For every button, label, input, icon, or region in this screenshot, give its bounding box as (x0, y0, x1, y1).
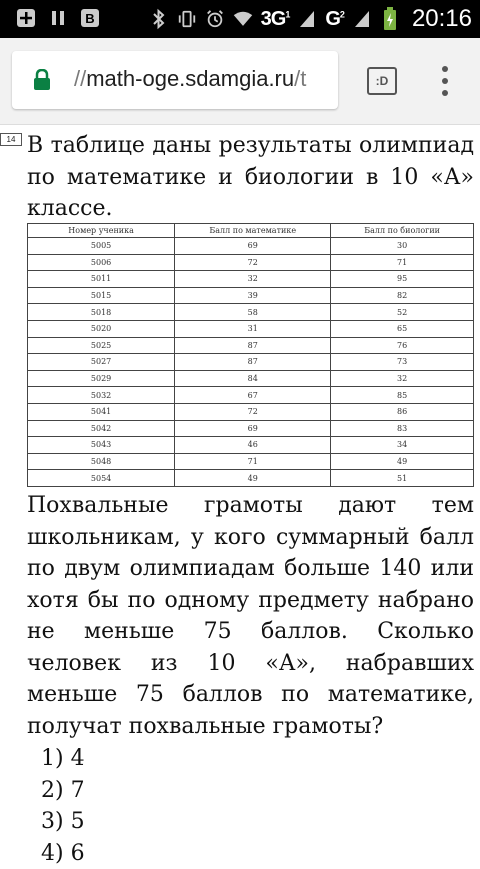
table-cell: 69 (175, 420, 331, 437)
table-cell: 31 (175, 320, 331, 337)
address-bar[interactable] (12, 51, 338, 109)
table-cell: 85 (331, 387, 474, 404)
table-row (28, 238, 474, 255)
signal-icon-1 (297, 9, 317, 29)
answer-options (41, 743, 85, 869)
answer-option: 1) 4 (41, 743, 85, 775)
svg-text:B: B (85, 11, 94, 26)
table-cell: 71 (175, 453, 331, 470)
table-row (28, 254, 474, 271)
network-type-2: $G^2$ (325, 8, 344, 31)
answer-option: 3) 5 (41, 806, 85, 838)
table-cell: 5015 (28, 287, 175, 304)
lock-icon (32, 69, 52, 91)
table-row (28, 320, 474, 337)
table-cell: 5005 (28, 238, 175, 255)
table-cell: 5029 (28, 370, 175, 387)
table-cell: 5025 (28, 337, 175, 354)
table-body (28, 238, 474, 487)
table-cell: 5020 (28, 320, 175, 337)
wifi-icon (233, 9, 253, 29)
table-row (28, 354, 474, 371)
table-cell: 83 (331, 420, 474, 437)
table-cell: 51 (331, 470, 474, 487)
table-cell: 32 (175, 271, 331, 288)
table-cell: 86 (331, 403, 474, 420)
table-row (28, 337, 474, 354)
table-row (28, 271, 474, 288)
add-notification-icon (16, 8, 36, 28)
table-cell: 5032 (28, 387, 175, 404)
table-cell: 39 (175, 287, 331, 304)
table-cell: 5041 (28, 403, 175, 420)
vibrate-icon (177, 9, 197, 29)
question-number: 14 (0, 133, 22, 146)
table-cell: 52 (331, 304, 474, 321)
table-cell: 49 (331, 453, 474, 470)
table-row (28, 370, 474, 387)
table-cell: 72 (175, 254, 331, 271)
table-row (28, 420, 474, 437)
answer-option: 4) 6 (41, 838, 85, 869)
network-type-1: $3G^1$ (261, 8, 290, 31)
table-cell: 5011 (28, 271, 175, 288)
table-cell: 73 (331, 354, 474, 371)
table-cell: 76 (331, 337, 474, 354)
table-row (28, 437, 474, 454)
table-cell: 30 (331, 238, 474, 255)
table-cell: 67 (175, 387, 331, 404)
url-text[interactable]: //math-oge.sdamgia.ru/t (74, 66, 306, 92)
question-text: Похвальные грамоты дают тем школьникам, у кого суммарный балл по двум олимпиадам больше 140 или хотя бы по одному предмету набрано не меньше 75 баллов. Сколько человек из 10 «А», набравших меньше 75 баллов по математике, получат похвальные грамоты? (27, 490, 474, 742)
table-cell: 72 (175, 403, 331, 420)
table-cell: 46 (175, 437, 331, 454)
overflow-menu-icon[interactable] (440, 66, 450, 96)
alarm-icon (205, 9, 225, 29)
table-cell: 5042 (28, 420, 175, 437)
table-cell: 5018 (28, 304, 175, 321)
table-cell: 5027 (28, 354, 175, 371)
column-header: Балл по биологии (331, 224, 474, 238)
table-cell: 58 (175, 304, 331, 321)
table-row (28, 470, 474, 487)
table-cell: 49 (175, 470, 331, 487)
table-row (28, 453, 474, 470)
pause-icon (48, 8, 68, 28)
tab-switcher-button[interactable]: :D (367, 67, 397, 95)
column-header: Номер ученика (28, 224, 175, 238)
table-cell: 5006 (28, 254, 175, 271)
table-row (28, 387, 474, 404)
table-cell: 87 (175, 354, 331, 371)
browser-toolbar (0, 38, 480, 125)
status-bar (0, 0, 480, 38)
question-intro: В таблице даны результаты олимпиад по математике и биологии в 10 «А» классе. (27, 130, 474, 225)
battery-charging-icon (380, 9, 400, 29)
table-cell: 69 (175, 238, 331, 255)
table-cell: 84 (175, 370, 331, 387)
table-cell: 71 (331, 254, 474, 271)
vk-icon (80, 8, 100, 28)
table-cell: 5043 (28, 437, 175, 454)
table-cell: 5048 (28, 453, 175, 470)
table-cell: 87 (175, 337, 331, 354)
table-cell: 65 (331, 320, 474, 337)
table-row (28, 304, 474, 321)
bluetooth-icon (149, 9, 169, 29)
table-cell: 5054 (28, 470, 175, 487)
answer-option: 2) 7 (41, 775, 85, 807)
results-table (27, 223, 474, 487)
table-cell: 95 (331, 271, 474, 288)
table-cell: 32 (331, 370, 474, 387)
table-row (28, 287, 474, 304)
table-cell: 82 (331, 287, 474, 304)
table-cell: 34 (331, 437, 474, 454)
clock: 20:16 (412, 5, 472, 33)
signal-icon-2 (352, 9, 372, 29)
column-header: Балл по математике (175, 224, 331, 238)
table-header-row (28, 224, 474, 238)
table-row (28, 403, 474, 420)
